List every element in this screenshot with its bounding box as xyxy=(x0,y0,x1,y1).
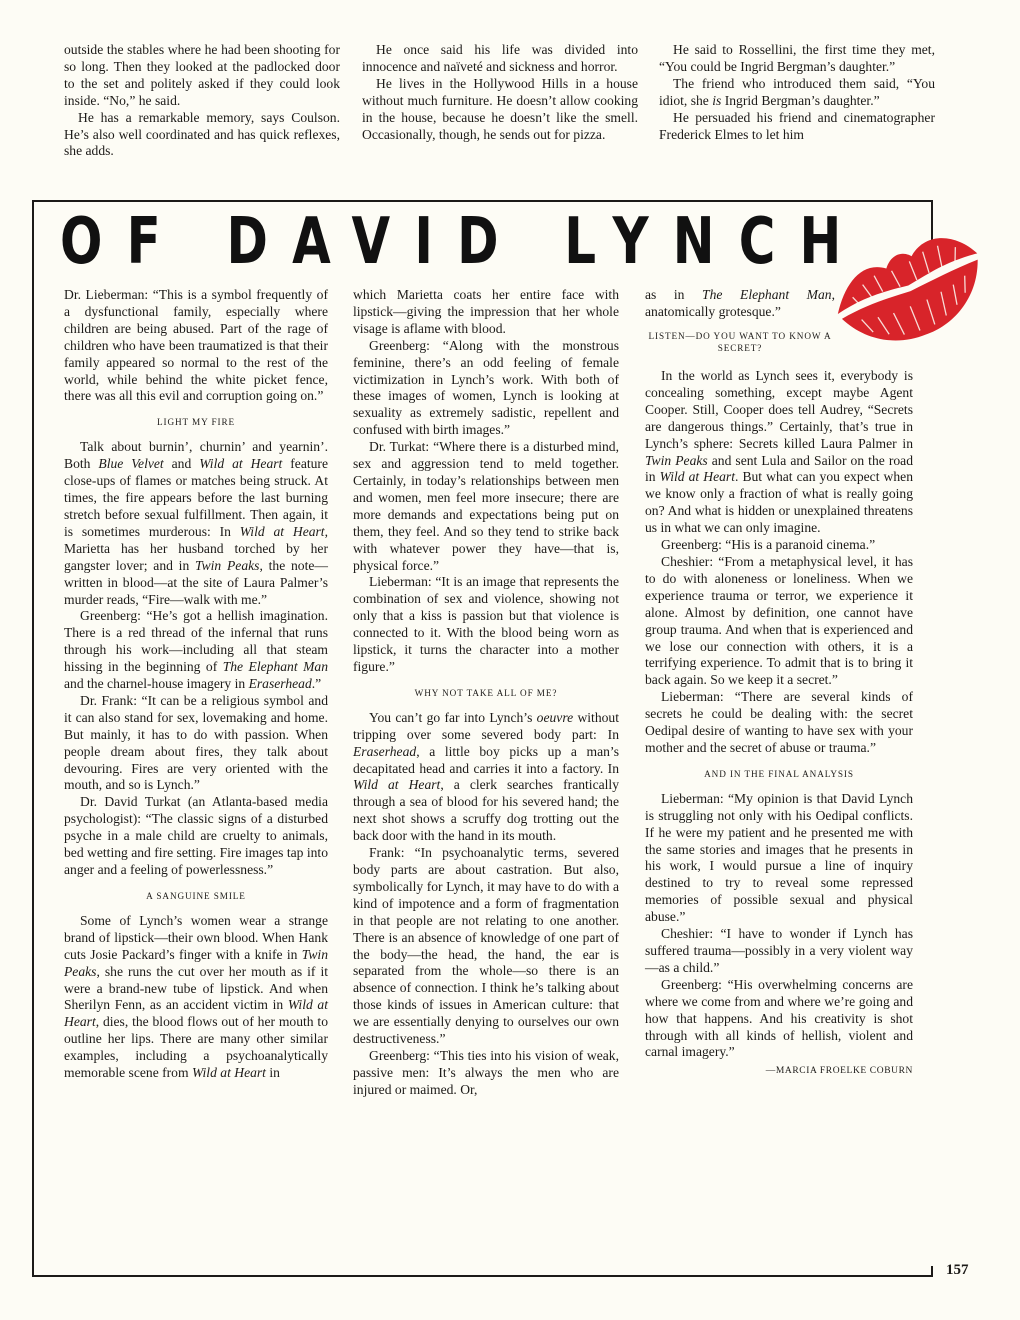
film-title: Twin Peaks xyxy=(64,946,328,979)
article-column-2 xyxy=(353,287,619,1099)
text-run: in xyxy=(265,1065,280,1081)
film-title: Wild at Heart xyxy=(239,523,325,539)
film-title: Twin Peaks xyxy=(195,557,260,573)
text-run: and the charnel-house imagery in xyxy=(64,676,249,692)
film-title: Eraserhead xyxy=(248,676,312,692)
text-run: and xyxy=(163,456,200,472)
text-run: Talk about burnin’, churnin’ and yearnin’. Both xyxy=(64,439,328,472)
text-run: , the note—written in blood—at the site of Laura Palmer’s murder reads, “Fire—walk with me.” xyxy=(64,557,328,607)
film-title: Wild at Heart xyxy=(659,469,735,485)
film-title: The Elephant Man xyxy=(702,287,832,302)
paragraph: Lieberman: “There are several kinds of secrets he could be dealing with: the secret Oedipal desire of wanting to have sex with your mother and the secret of abuse or trauma.” xyxy=(645,689,913,755)
paragraph: He once said his life was divided into innocence and naïveté and sickness and horror. xyxy=(362,42,638,74)
paragraph: Cheshier: “I have to wonder if Lynch has suffered trauma—possibly in a very violent way—as a child.” xyxy=(645,926,913,975)
box-rule-right-bottom xyxy=(931,1266,933,1277)
emphasis: is xyxy=(712,92,722,108)
paragraph: Lieberman: “My opinion is that David Lynch is struggling not only with his Oedipal conflicts. If he were my patient and he presented me with the same stories and images that he presents in his work, I would pursue a line of inquiry destined to try to reveal some repressed memories of possible sexual and physical abuse.” xyxy=(645,790,913,925)
film-title: Twin Peaks xyxy=(645,452,708,468)
section-heading: AND IN THE FINAL ANALYSIS xyxy=(704,768,854,779)
section-heading: LISTEN—DO YOU WANT TO KNOW A SECRET? xyxy=(648,330,832,353)
headline: OF DAVID LYNCH xyxy=(60,205,866,279)
text-run: , anatomically grotesque.” xyxy=(645,287,835,319)
text-run: .” xyxy=(311,676,322,692)
paragraph xyxy=(64,608,328,693)
text-run: as in xyxy=(645,287,703,302)
paragraph: He lives in the Hollywood Hills in a house without much furniture. He doesn’t allow cooking in the house, because he doesn’t like the smell. Occasionally, though, he sends out for pizza. xyxy=(362,75,638,142)
byline: —MARCIA FROELKE COBURN xyxy=(765,1066,913,1077)
paragraph: Dr. Frank: “It can be a religious symbol and it can also stand for sex, lovemaking and home. But mainly, it has to do with passion. When people dream about fires, they talk about devouring. Fires are very oriented with the mouth, and so is Lynch.” xyxy=(64,692,328,793)
text-run: You can’t go far into Lynch’s xyxy=(369,709,537,725)
paragraph xyxy=(64,913,328,1082)
paragraph: Dr. Lieberman: “This is a symbol frequently of a dysfunctional family, especially where children are being abused. Part of the rage of children who have been traumatized is that their family appeared so normal to the rest of the world, while behind the white picket fence, there was all this evil and corruption going on.” xyxy=(64,287,328,404)
paragraph xyxy=(645,287,835,321)
paragraph: Lieberman: “It is an image that represents the combination of sex and violence, showing not only that a kiss is passion but that violence is connected to it. With the blood being worn as lipstick, it turns the character into a mother figure.” xyxy=(353,574,619,674)
quote-text: The friend who introduced them said, “You idiot, she is Ingrid Bergman’s daughter.” xyxy=(659,75,935,108)
paragraph: Cheshier: “From a metaphysical level, it has to do with aloneness or loneliness. When we experience trauma or terror, we experience it alone. Almost by definition, one cannot have group trauma. And when that is experienced and we lose our connection with others, it is a terrifying experience. To admit that is to bring it back again. So we keep it a secret.” xyxy=(645,553,913,688)
page-number: 157 xyxy=(946,1262,969,1278)
film-title: Wild at Heart xyxy=(199,456,283,472)
continuation-column-3 xyxy=(659,42,935,143)
film-title: Blue Velvet xyxy=(98,456,164,472)
paragraph: Dr. Turkat: “Where there is a disturbed mind, sex and aggression tend to meld together. Certainly, in today’s relationships between men and women, men feel more insecure; there are more demands and expectations being put on them, they feel. And so they tend to strike back with whatever power they have—that is, physical force.” xyxy=(353,439,619,573)
lipstick-kiss-icon xyxy=(822,216,992,354)
section-heading: LIGHT MY FIRE xyxy=(156,417,236,428)
text-run: . But what can you expect when we know only a fraction of what is really going on? And what is hidden or unexplained threatens us in what we can only imagine. xyxy=(645,469,913,536)
paragraph: Greenberg: “This ties into his vision of weak, passive men: It’s always the men who are injured or maimed. Or, xyxy=(353,1047,619,1097)
section-heading: A SANGUINE SMILE xyxy=(146,890,246,901)
paragraph: which Marietta coats her entire face with lipstick—giving the impression that her whole visage is aflame with blood. xyxy=(353,287,619,336)
paragraph: Dr. David Turkat (an Atlanta-based media psychologist): “The classic signs of a disturbed psyche in a male child are cruelty to animals, bed wetting and fire setting. Fire images tap into anger and a feeling of powerlessness.” xyxy=(64,794,328,877)
text-run: Some of Lynch’s women wear a strange brand of lipstick—their own blood. When Hank cuts Josie Packard’s finger with a knife in xyxy=(64,912,328,962)
paragraph: Frank: “In psychoanalytic terms, severed body parts are about castration. But also, symbolically for Lynch, it may have to do with a kind of impotence and a form of fragmentation in that people are not relating to one another. There is an absence of knowledge of one part of the body—the head, the hand, the ear is separated from the whole—so there is an absence of connection. I think he’s talking about those kinds of issues in American culture: that we are essentially denying to ourselves our own destructiveness.” xyxy=(353,845,619,1047)
paragraph: Greenberg: “Along with the monstrous feminine, there’s an odd feeling of female victimization in Lynch’s work. With both of these images of women, Lynch is looking at sexuality as extremely sadistic, repellent and confused with birth images.” xyxy=(353,337,619,438)
paragraph xyxy=(64,439,328,608)
text-run: feature close-ups of flames or matches being struck. At times, the fire appears before the last burning stretch before sexual fulfillment. Then again, it is sometimes murderous: In xyxy=(64,456,328,539)
box-rule-top xyxy=(32,200,932,202)
section-heading: WHY NOT TAKE ALL OF ME? xyxy=(414,687,558,698)
text-run: Greenberg: “He’s got a hellish imagination. There is a red thread of the infernal that runs through his work—including all that steam hissing in the beginning of xyxy=(64,608,328,675)
paragraph: Greenberg: “His is a paranoid cinema.” xyxy=(661,537,876,553)
text-run: and sent Lula and Sailor on the road in xyxy=(645,452,913,485)
paragraph: Greenberg: “His overwhelming concerns are where we come from and where we’re going and how that happens. And his creativity is shot through with all kinds of hellish, violent and carnal imagery.” xyxy=(645,976,913,1060)
box-rule-left xyxy=(32,200,34,1276)
box-rule-bottom xyxy=(32,1275,932,1277)
article-column-3 xyxy=(645,368,913,1080)
film-title: Wild at Heart xyxy=(353,777,441,793)
paragraph: He said to Rossellini, the first time they met, “You could be Ingrid Bergman’s daughter.” xyxy=(659,42,935,74)
article-column-1 xyxy=(64,287,328,1082)
film-title: Wild at Heart xyxy=(191,1065,266,1081)
paragraph xyxy=(645,368,913,537)
text-run: In the world as Lynch sees it, everybody is concealing something, except maybe Agent Cooper. Still, Cooper does tell Audrey, “Secrets are dangerous things.” Certainly, that’s true in Lynch’s sphere: Secrets killed Laura Palmer in xyxy=(645,368,913,451)
paragraph: outside the stables where he had been shooting for so long. Then they looked at the padlocked door to the set and politely asked if they could look inside. “No,” he said. xyxy=(64,42,340,108)
film-title: Wild at Heart xyxy=(64,997,328,1030)
text-run: , she runs the cut over her mouth as if it were a brand-new tube of lipstick. And when Sherilyn Fenn, as an accident victim in xyxy=(64,963,328,1013)
continuation-column-1 xyxy=(64,42,340,160)
text-run: , a clerk searches frantically through a sea of blood for his severed hand; the next shot shows a scruffy dog trotting out the back door with the hand in its mouth. xyxy=(353,777,619,844)
paragraph: He persuaded his friend and cinematographer Frederick Elmes to let him xyxy=(659,109,935,142)
text-run: , a little boy picks up a man’s decapitated head and carries it into a factory. In xyxy=(353,743,619,776)
text-run: , Marietta has her husband torched by her gangster lover; and in xyxy=(64,523,328,573)
italic-term: oeuvre xyxy=(536,709,574,725)
paragraph xyxy=(659,76,935,110)
continuation-column-2 xyxy=(362,42,638,143)
text-run: without tripping over some severed body part: In xyxy=(353,709,619,742)
text-run: , dies, the blood flows out of her mouth to outline her lips. There are many other similar examples, including a psychoanalytically memorable scene from xyxy=(64,1014,328,1081)
paragraph xyxy=(353,710,619,845)
paragraph: He has a remarkable memory, says Coulson. He’s also well coordinated and has quick reflexes, she adds. xyxy=(64,109,340,159)
film-title: The Elephant Man xyxy=(222,659,329,675)
article-column-3-top xyxy=(645,287,835,365)
film-title: Eraserhead xyxy=(353,743,417,759)
